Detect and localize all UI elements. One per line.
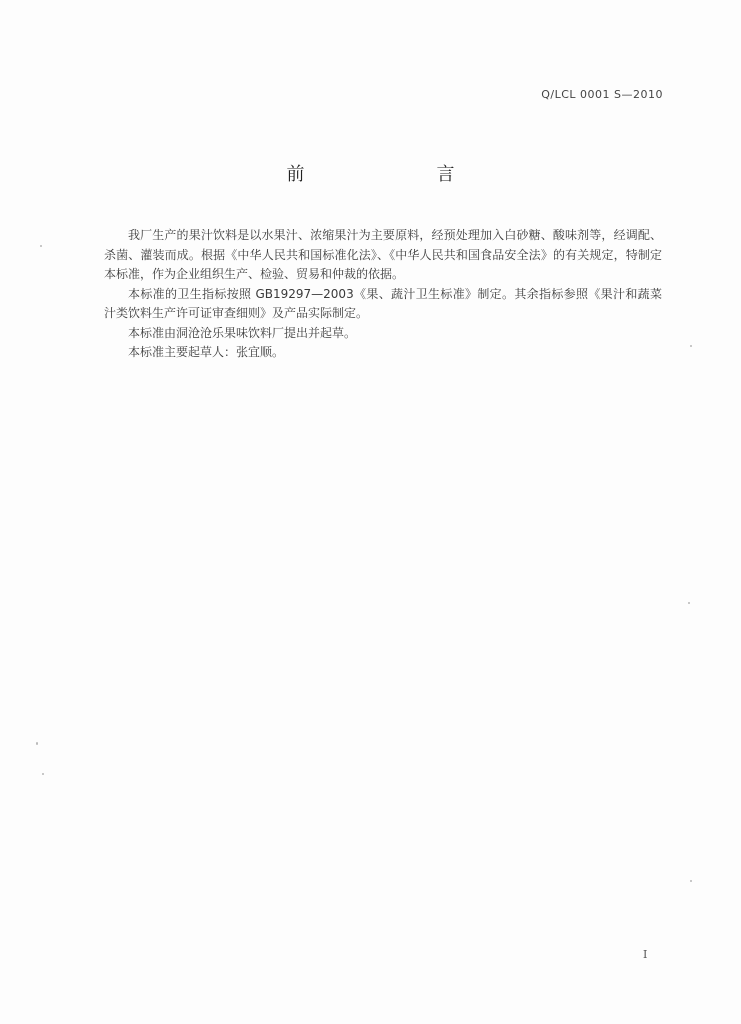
preface-body bbox=[104, 226, 662, 363]
paragraph: 本标准主要起草人：张宜顺。 bbox=[128, 345, 285, 359]
paragraph: 本标准的卫生指标按照 GB19297—2003《果、蔬汁卫生标准》制定。其余指标参照《果汁和蔬菜汁类饮料生产许可证审查细则》及产品实际制定。 bbox=[104, 286, 662, 320]
scan-speck bbox=[36, 742, 38, 745]
scan-speck bbox=[42, 773, 44, 775]
paragraph: 本标准由洞沧沧乐果味饮料厂提出并起草。 bbox=[128, 325, 357, 340]
scan-speck bbox=[690, 880, 692, 882]
standard-code: Q/LCL 0001 S—2010 bbox=[541, 88, 663, 101]
scan-speck bbox=[690, 345, 692, 347]
scan-speck bbox=[40, 245, 42, 247]
scan-speck bbox=[688, 602, 690, 604]
page-title: 前 言 bbox=[286, 164, 487, 185]
paragraph: 我厂生产的果汁饮料是以水果汁、浓缩果汁为主要原料，经预处理加入白砂糖、酸味剂等，经调配、杀菌、灌装而成。根据《中华人民共和国标准化法》、《中华人民共和国食品安全法》的有关规定，特制定本标准，作为企业组织生产、检验、贸易和仲裁的依据。 bbox=[104, 228, 662, 281]
page-number: I bbox=[643, 948, 648, 961]
